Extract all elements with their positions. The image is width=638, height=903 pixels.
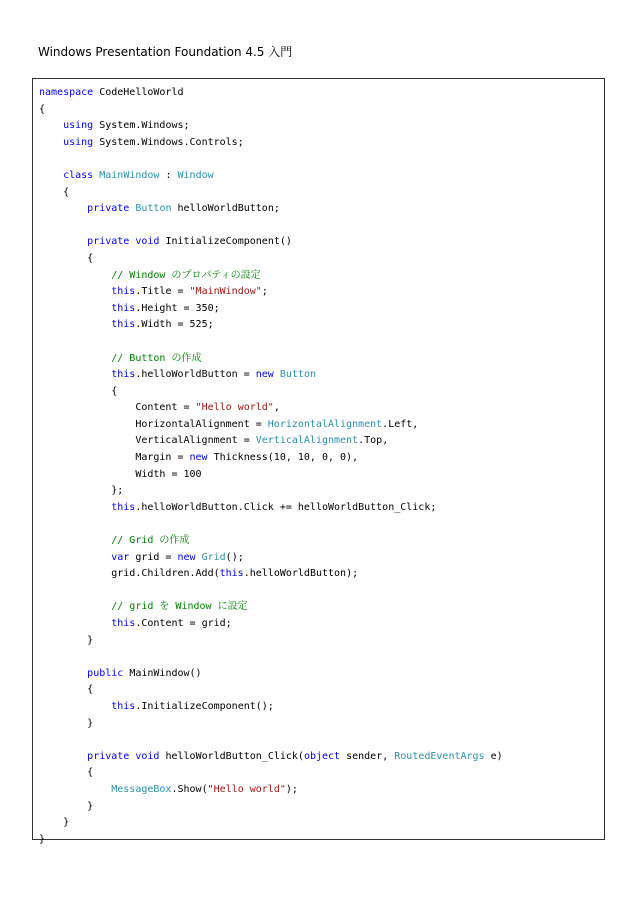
code-text: .helloWorldButton); — [243, 568, 359, 580]
code-type: MainWindow — [99, 169, 160, 181]
code-text — [39, 535, 111, 546]
code-text: CodeHelloWorld — [93, 87, 184, 98]
code-line — [39, 765, 598, 782]
code-text: { — [39, 186, 70, 198]
code-text — [39, 286, 111, 297]
code-text: } — [39, 634, 94, 646]
code-keyword: this — [219, 568, 244, 580]
code-line — [39, 533, 598, 550]
code-text: { — [39, 103, 46, 115]
code-string: "MainWindow" — [189, 286, 262, 298]
code-text: , — [273, 402, 280, 414]
code-text: ; — [261, 286, 268, 298]
code-line — [39, 450, 598, 467]
code-text: grid = — [129, 551, 178, 563]
code-line — [39, 151, 598, 168]
code-keyword: private — [87, 236, 130, 248]
code-line — [39, 483, 598, 500]
code-line — [39, 566, 598, 583]
code-comment: // Window のプロパティの設定 — [111, 269, 261, 281]
code-text: HorizontalAlignment = — [39, 418, 268, 430]
code-text: VerticalAlignment = — [39, 435, 256, 447]
code-keyword: this — [111, 700, 136, 712]
code-line — [39, 550, 598, 567]
code-keyword: using — [63, 136, 94, 148]
code-line — [39, 268, 598, 285]
code-text: { — [39, 684, 94, 696]
code-text — [39, 618, 111, 629]
code-text — [39, 170, 63, 181]
code-keyword: var — [111, 551, 130, 563]
code-type: Button — [279, 369, 316, 381]
code-comment: // Button の作成 — [111, 352, 202, 364]
code-line — [39, 301, 598, 318]
code-text — [39, 369, 111, 380]
code-text — [39, 552, 111, 563]
code-line — [39, 85, 598, 102]
code-text — [39, 270, 111, 281]
code-text — [39, 353, 111, 364]
code-line — [39, 234, 598, 251]
code-text: { — [39, 767, 94, 779]
code-line — [39, 633, 598, 650]
code-type: VerticalAlignment — [255, 435, 359, 447]
code-text: MainWindow() — [123, 667, 202, 679]
code-text — [39, 303, 111, 314]
code-line — [39, 400, 598, 417]
code-type: Window — [177, 169, 214, 181]
code-line — [39, 815, 598, 832]
code-text: e) — [484, 750, 503, 762]
code-line — [39, 599, 598, 616]
code-text — [39, 120, 63, 131]
code-text: : — [159, 169, 178, 181]
code-text: { — [39, 252, 94, 264]
code-text: }; — [39, 485, 124, 497]
code-keyword: new — [189, 452, 208, 464]
code-line — [39, 135, 598, 152]
code-line — [39, 616, 598, 633]
code-text: Margin = — [39, 452, 190, 464]
code-keyword: this — [111, 618, 136, 629]
code-keyword: this — [111, 501, 136, 513]
code-text: sender, — [340, 750, 395, 762]
code-text: System.Windows.Controls; — [93, 136, 244, 148]
code-line — [39, 832, 598, 849]
code-line — [39, 102, 598, 119]
code-line — [39, 732, 598, 749]
code-keyword: object — [303, 750, 341, 762]
code-line — [39, 583, 598, 600]
code-keyword: this — [111, 319, 136, 331]
code-type: Button — [135, 203, 172, 215]
code-comment: // Grid の作成 — [111, 535, 190, 547]
code-type: MessageBox — [111, 783, 172, 795]
code-text — [39, 236, 87, 247]
code-line — [39, 284, 598, 301]
code-text: .helloWorldButton = — [135, 369, 256, 381]
code-line — [39, 467, 598, 484]
code-line — [39, 417, 598, 434]
code-line — [39, 168, 598, 185]
code-line — [39, 351, 598, 368]
code-text: grid.Children.Add( — [39, 568, 220, 580]
code-line — [39, 384, 598, 401]
code-type: HorizontalAlignment — [267, 418, 383, 430]
code-line — [39, 251, 598, 268]
code-text: .Show( — [171, 783, 208, 795]
code-keyword: namespace — [39, 87, 94, 98]
code-keyword: using — [63, 120, 94, 132]
code-text — [39, 701, 111, 712]
code-comment: // grid を Window に設定 — [111, 601, 248, 613]
code-text: } — [39, 833, 46, 845]
code-text: .helloWorldButton.Click += helloWorldButton_Click; — [135, 501, 437, 513]
code-keyword: this — [111, 369, 136, 381]
code-text: .Left, — [382, 418, 419, 430]
code-line — [39, 500, 598, 517]
code-text — [39, 751, 87, 762]
code-keyword: void — [135, 750, 160, 762]
code-line — [39, 782, 598, 799]
code-text: .Top, — [358, 435, 389, 447]
code-line — [39, 218, 598, 235]
code-text — [39, 502, 111, 513]
code-keyword: this — [111, 286, 136, 298]
code-keyword: class — [63, 169, 94, 181]
code-text: InitializeComponent() — [159, 236, 292, 248]
code-line — [39, 317, 598, 334]
code-string: "Hello world" — [207, 783, 286, 795]
code-text — [39, 137, 63, 148]
code-text: } — [39, 717, 94, 729]
code-text: ); — [285, 783, 298, 795]
code-line — [39, 682, 598, 699]
code-line — [39, 201, 598, 218]
code-text — [39, 203, 87, 214]
code-type: RoutedEventArgs — [394, 750, 485, 762]
code-line — [39, 118, 598, 135]
code-text — [39, 668, 87, 679]
code-string: "Hello world" — [195, 402, 274, 414]
code-text: .Title = — [135, 286, 190, 298]
code-text: .InitializeComponent(); — [135, 700, 274, 712]
code-text — [39, 319, 111, 330]
code-keyword: private — [87, 203, 130, 215]
code-line — [39, 716, 598, 733]
code-keyword: new — [255, 369, 274, 381]
code-listing — [32, 78, 605, 845]
code-type: Grid — [201, 551, 226, 563]
code-text: Thickness(10, 10, 0, 0), — [207, 452, 359, 464]
code-line — [39, 367, 598, 384]
code-text: System.Windows; — [93, 120, 190, 132]
code-lines — [39, 85, 598, 848]
code-line — [39, 699, 598, 716]
code-text: Content = — [39, 402, 196, 414]
code-line — [39, 649, 598, 666]
code-text: .Width = 525; — [135, 319, 214, 331]
code-line — [39, 516, 598, 533]
code-line — [39, 185, 598, 202]
code-line — [39, 799, 598, 816]
code-keyword: void — [135, 236, 160, 248]
code-line — [39, 334, 598, 351]
code-line — [39, 666, 598, 683]
code-keyword: this — [111, 302, 136, 314]
code-text — [39, 601, 111, 612]
code-text: .Height = 350; — [135, 302, 220, 314]
code-text: helloWorldButton_Click( — [159, 750, 304, 762]
code-line — [39, 749, 598, 766]
code-text — [39, 784, 111, 795]
code-keyword: private — [87, 750, 130, 762]
code-text: (); — [225, 551, 244, 563]
code-text: Width = 100 — [39, 468, 202, 480]
code-text: } — [39, 800, 94, 812]
code-text: helloWorldButton; — [171, 203, 280, 215]
code-text: .Content = grid; — [135, 618, 232, 629]
code-text: { — [39, 385, 118, 397]
code-line — [39, 433, 598, 450]
code-text: } — [39, 817, 70, 829]
page-title: Windows Presentation Foundation 4.5 入門 — [38, 45, 293, 59]
code-keyword: new — [177, 551, 196, 563]
code-keyword: public — [87, 667, 124, 679]
